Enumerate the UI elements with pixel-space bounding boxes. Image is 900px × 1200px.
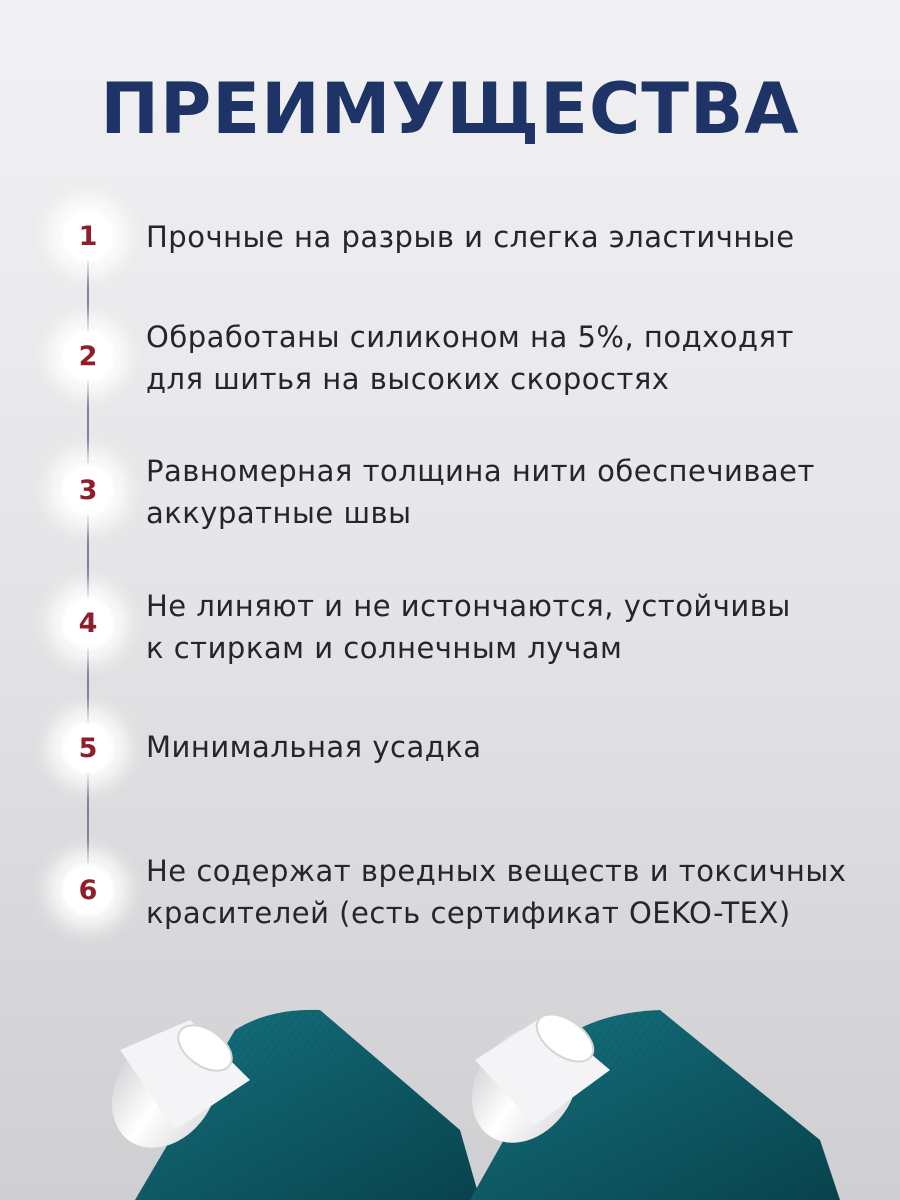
advantage-line: Не линяют и не истончаются, устойчивы <box>146 589 791 623</box>
spool-left <box>90 1010 480 1200</box>
thread-spools-image <box>0 990 900 1200</box>
advantage-line: Минимальная усадка <box>146 730 482 764</box>
advantage-line: аккуратные швы <box>146 496 412 530</box>
spool-right <box>450 1005 840 1200</box>
number-badge: 2 <box>58 326 118 386</box>
advantage-line: Прочные на разрыв и слегка эластичные <box>146 220 795 254</box>
advantage-line: к стиркам и солнечным лучам <box>146 631 623 665</box>
advantage-line: красителей (есть сертификат OEKO-TEX) <box>146 896 791 930</box>
advantage-line: для шитья на высоких скоростях <box>146 362 670 396</box>
advantage-line: Равномерная толщина нити обеспечивает <box>146 454 815 488</box>
advantage-text <box>146 450 866 534</box>
advantage-text <box>146 316 866 400</box>
number-badge: 6 <box>58 860 118 920</box>
number-badge: 1 <box>58 206 118 266</box>
page-title: ПРЕИМУЩЕСТВА <box>100 68 800 150</box>
advantage-text <box>146 216 866 258</box>
number-badge: 4 <box>58 593 118 653</box>
advantage-text <box>146 585 866 669</box>
number-badge: 3 <box>58 460 118 520</box>
advantage-text <box>146 726 866 768</box>
number-badge: 5 <box>58 718 118 778</box>
advantage-line: Обработаны силиконом на 5%, подходят <box>146 320 794 354</box>
advantage-line: Не содержат вредных веществ и токсичных <box>146 854 847 888</box>
advantage-text <box>146 850 866 934</box>
